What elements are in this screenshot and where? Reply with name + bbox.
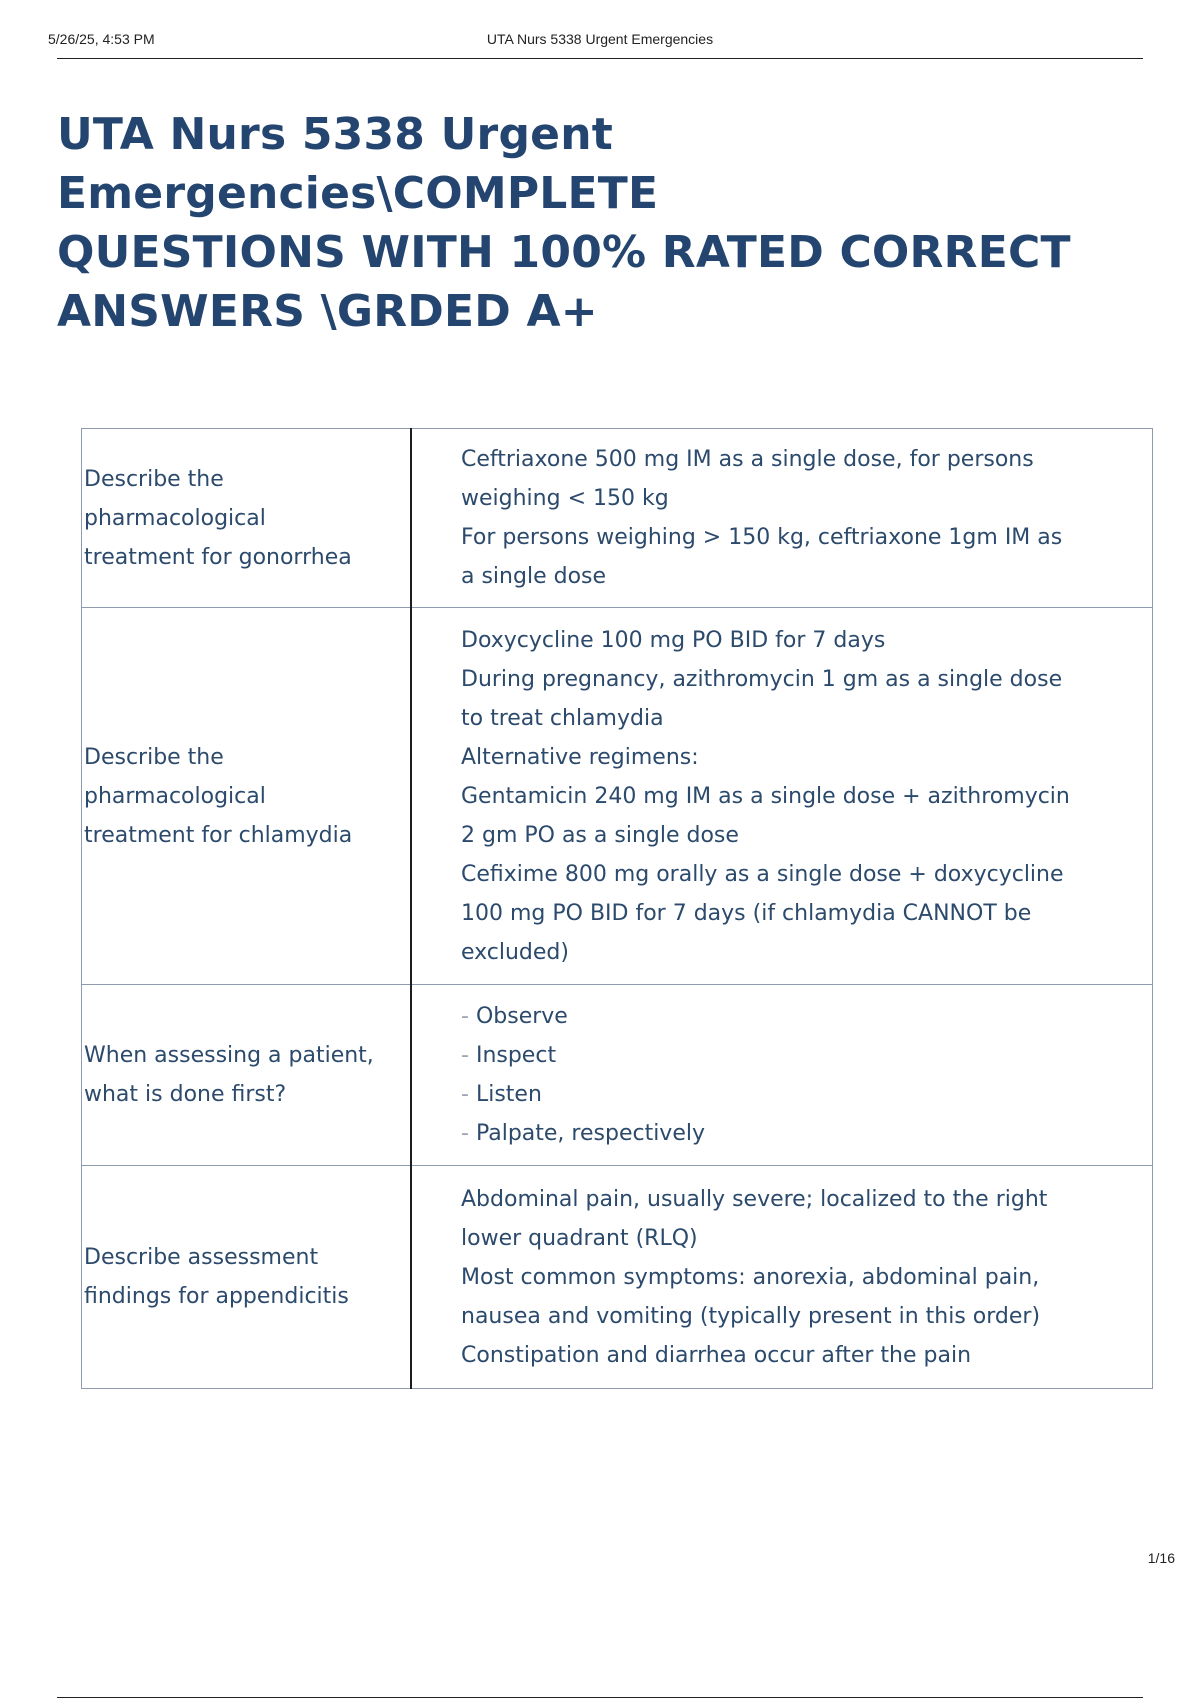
answer-list-item — [461, 1114, 1112, 1153]
answer-line: Most common symptoms: anorexia, abdominal pain, — [461, 1264, 1040, 1290]
answer-line: Constipation and diarrhea occur after the pain — [461, 1342, 972, 1368]
answer-line: Alternative regimens: — [461, 744, 699, 770]
answer-line: weighing < 150 kg — [461, 486, 669, 511]
answer-line: to treat chlamydia — [461, 705, 664, 731]
answer-list-item — [461, 1036, 1112, 1075]
footer-divider — [57, 1697, 1143, 1698]
question-line: pharmacological — [84, 505, 266, 531]
flashcard-row — [82, 429, 1153, 608]
bullet-dash: - — [461, 1004, 469, 1029]
answer-list-item — [461, 997, 1112, 1036]
document-title-line: ANSWERS \GRDED A+ — [57, 286, 598, 337]
answer-line: lower quadrant (RLQ) — [461, 1225, 698, 1251]
document-title-line: UTA Nurs 5338 Urgent Emergencies\COMPLETE — [57, 109, 659, 219]
question-cell — [82, 429, 412, 608]
answer-line: Abdominal pain, usually severe; localized to the right — [461, 1186, 1048, 1212]
answer-line: a single dose — [461, 564, 607, 589]
question-cell — [82, 985, 412, 1166]
document-title-line: QUESTIONS WITH 100% RATED CORRECT — [57, 227, 1071, 278]
answer-line: Listen — [475, 1082, 542, 1107]
question-cell — [82, 1166, 412, 1389]
answer-cell — [411, 608, 1153, 985]
answer-line: nausea and vomiting (typically present in this order) — [461, 1303, 1041, 1329]
print-datetime: 5/26/25, 4:53 PM — [48, 31, 155, 47]
answer-line: 2 gm PO as a single dose — [461, 822, 739, 848]
question-cell — [82, 608, 412, 985]
answer-line: Observe — [475, 1004, 568, 1029]
flashcard-table — [81, 428, 1153, 1389]
question-line: Describe the — [84, 744, 224, 770]
question-line: Describe assessment — [84, 1245, 319, 1270]
answer-line: Palpate, respectively — [475, 1121, 705, 1146]
answer-line: Ceftriaxone 500 mg IM as a single dose, for persons — [461, 447, 1034, 472]
page-indicator: 1/16 — [1147, 1550, 1175, 1566]
print-header — [48, 28, 1143, 59]
print-header-title: UTA Nurs 5338 Urgent Emergencies — [486, 31, 714, 47]
answer-line: Cefixime 800 mg orally as a single dose + doxycycline — [461, 861, 1064, 887]
question-line: treatment for gonorrhea — [84, 544, 352, 570]
answer-cell — [411, 1166, 1153, 1389]
bullet-dash: - — [461, 1082, 469, 1107]
bullet-dash: - — [461, 1121, 469, 1146]
document-title — [57, 105, 1157, 341]
flashcard-row — [82, 1166, 1153, 1389]
answer-cell — [411, 985, 1153, 1166]
answer-line: For persons weighing > 150 kg, ceftriaxone 1gm IM as — [461, 525, 1063, 550]
answer-line: Doxycycline 100 mg PO BID for 7 days — [461, 627, 886, 653]
bullet-dash: - — [461, 1043, 469, 1068]
answer-line: 100 mg PO BID for 7 days (if chlamydia CANNOT be — [461, 900, 1032, 926]
question-line: what is done first? — [84, 1082, 287, 1107]
answer-cell — [411, 429, 1153, 608]
answer-line: excluded) — [461, 939, 569, 965]
question-line: Describe the — [84, 466, 224, 492]
answer-line: Gentamicin 240 mg IM as a single dose + azithromycin — [461, 783, 1070, 809]
flashcard-row — [82, 985, 1153, 1166]
question-line: When assessing a patient, — [84, 1043, 374, 1068]
question-line: findings for appendicitis — [84, 1284, 349, 1309]
answer-line: Inspect — [475, 1043, 557, 1068]
question-line: pharmacological — [84, 783, 266, 809]
flashcard-row — [82, 608, 1153, 985]
question-line: treatment for chlamydia — [84, 822, 353, 848]
answer-list-item — [461, 1075, 1112, 1114]
answer-line: During pregnancy, azithromycin 1 gm as a single dose — [461, 666, 1063, 692]
